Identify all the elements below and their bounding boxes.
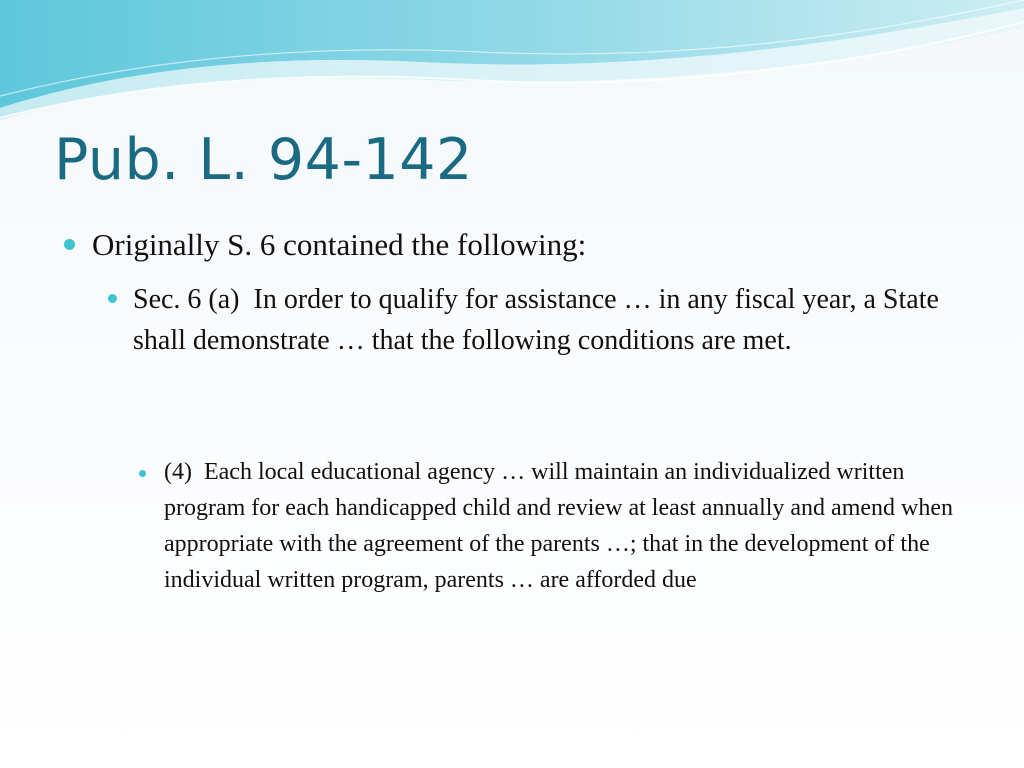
decorative-wave-banner xyxy=(0,0,1024,130)
bullet-level-2 xyxy=(108,279,978,361)
bullet-dot-icon xyxy=(139,470,146,477)
slide-title: Pub. L. 94-142 xyxy=(54,127,473,193)
bullet-dot-icon xyxy=(64,239,75,250)
bullet-text: Originally S. 6 contained the following: xyxy=(92,227,587,262)
bullet-text: Sec. 6 (a) In order to qualify for assistance … in any fiscal year, a State shall demonstrate … that the following conditions are met. xyxy=(133,284,946,356)
bullet-level-3 xyxy=(139,454,969,598)
bullet-text: (4) Each local educational agency … will maintain an individualized written program for each handicapped child and review at least annually and amend when appropriate with the agreement of the parents …; that in the development of the individual written program, parents … are afforded due xyxy=(164,459,960,593)
bullet-level-1 xyxy=(64,226,984,265)
bullet-dot-icon xyxy=(108,294,117,303)
